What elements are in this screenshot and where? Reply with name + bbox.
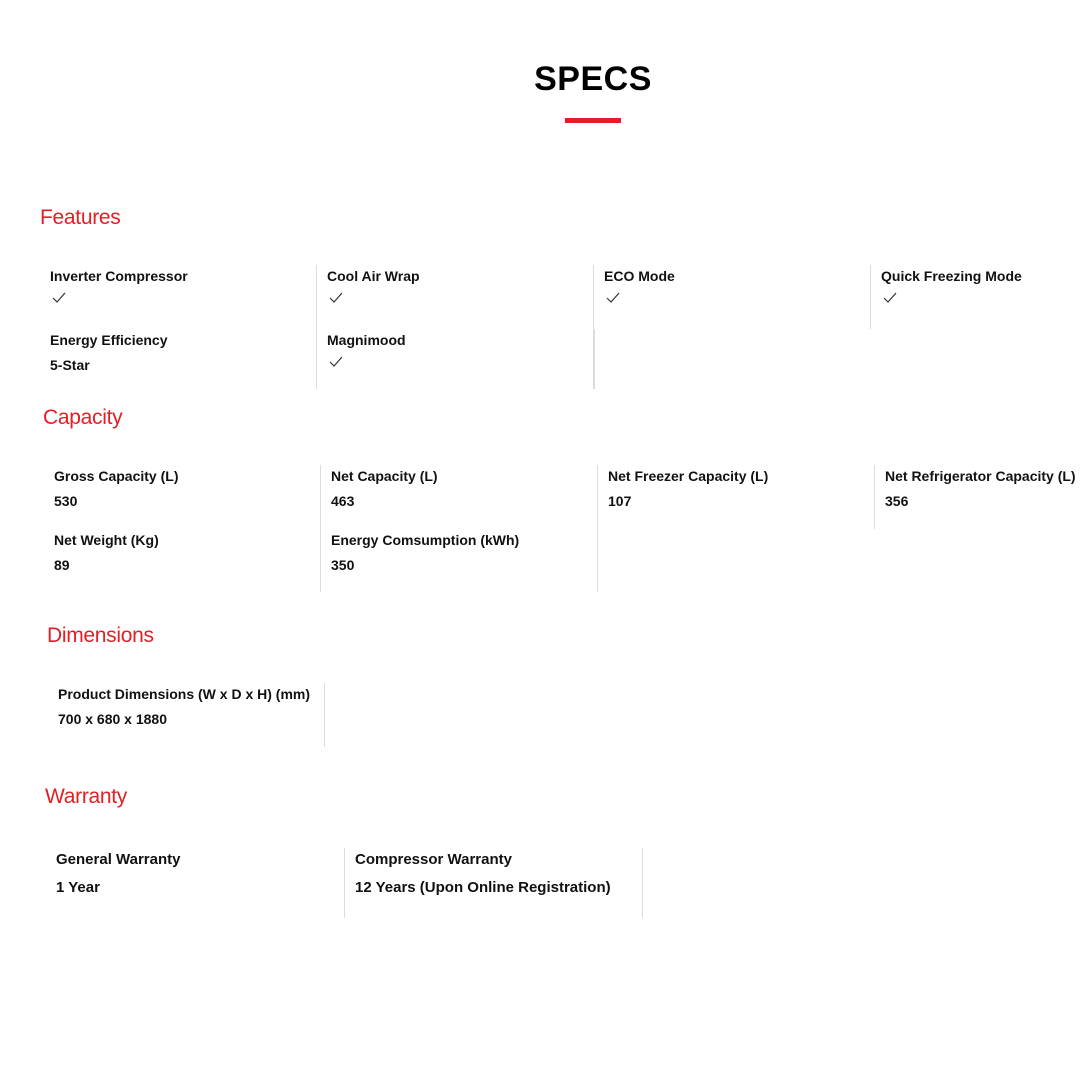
spec-item [56,851,181,896]
features-column-4 [871,265,1080,329]
spec-label: Net Refrigerator Capacity (L) [885,468,1076,484]
spec-item [58,686,310,727]
check-icon [329,292,343,304]
spec-value: 700 x 680 x 1880 [58,711,167,727]
page-title: SPECS [534,60,652,98]
spec-label: Net Freezer Capacity (L) [608,468,769,484]
features-column-2 [317,265,594,389]
spec-label: Net Weight (Kg) [54,532,159,548]
check-icon [52,292,66,304]
spec-label: Energy Efficiency [50,332,168,348]
spec-label: Quick Freezing Mode [881,268,1022,284]
spec-item [50,332,168,373]
spec-label: Energy Comsumption (kWh) [331,532,520,548]
spec-value: 530 [54,493,78,509]
spec-item [327,268,420,304]
spec-item [54,532,159,573]
spec-value: 356 [885,493,909,509]
spec-label: Magnimood [327,332,406,348]
check-icon [329,356,343,368]
check-icon [883,292,897,304]
spec-label: Product Dimensions (W x D x H) (mm) [58,686,311,702]
features-column-3 [594,265,871,329]
dimensions-heading: Dimensions [47,624,154,647]
spec-label: Net Capacity (L) [331,468,438,484]
spec-item [50,268,188,304]
spec-item [608,468,768,509]
dimensions-column-1 [48,683,325,747]
spec-item [881,268,1022,304]
check-icon [606,292,620,304]
spec-label: Cool Air Wrap [327,268,420,284]
spec-item [355,851,611,896]
spec-value: 5-Star [50,357,90,373]
warranty-column-1 [46,848,345,918]
spec-item [54,468,178,509]
capacity-column-1 [44,465,321,592]
title-underline [565,118,621,123]
warranty-column-2 [345,848,643,918]
spec-item [604,268,675,304]
spec-label: General Warranty [56,851,181,868]
spec-value: 1 Year [56,879,100,896]
warranty-heading: Warranty [45,785,127,808]
spec-label: ECO Mode [604,268,675,284]
spec-value: 463 [331,493,355,509]
capacity-column-4 [875,465,1080,529]
capacity-heading: Capacity [43,406,123,429]
features-heading: Features [40,206,121,229]
spec-value: 107 [608,493,632,509]
spec-item [331,532,519,573]
spec-value: 350 [331,557,355,573]
spec-label: Inverter Compressor [50,268,188,284]
features-divider [594,329,595,389]
spec-item [885,468,1076,509]
spec-label: Gross Capacity (L) [54,468,179,484]
spec-item [331,468,438,509]
capacity-column-2 [321,465,598,592]
spec-item [327,332,406,368]
spec-value: 12 Years (Upon Online Registration) [355,879,611,896]
capacity-divider [597,529,598,592]
features-column-1 [40,265,317,389]
spec-value: 89 [54,557,70,573]
capacity-column-3 [598,465,875,529]
spec-label: Compressor Warranty [355,851,512,868]
